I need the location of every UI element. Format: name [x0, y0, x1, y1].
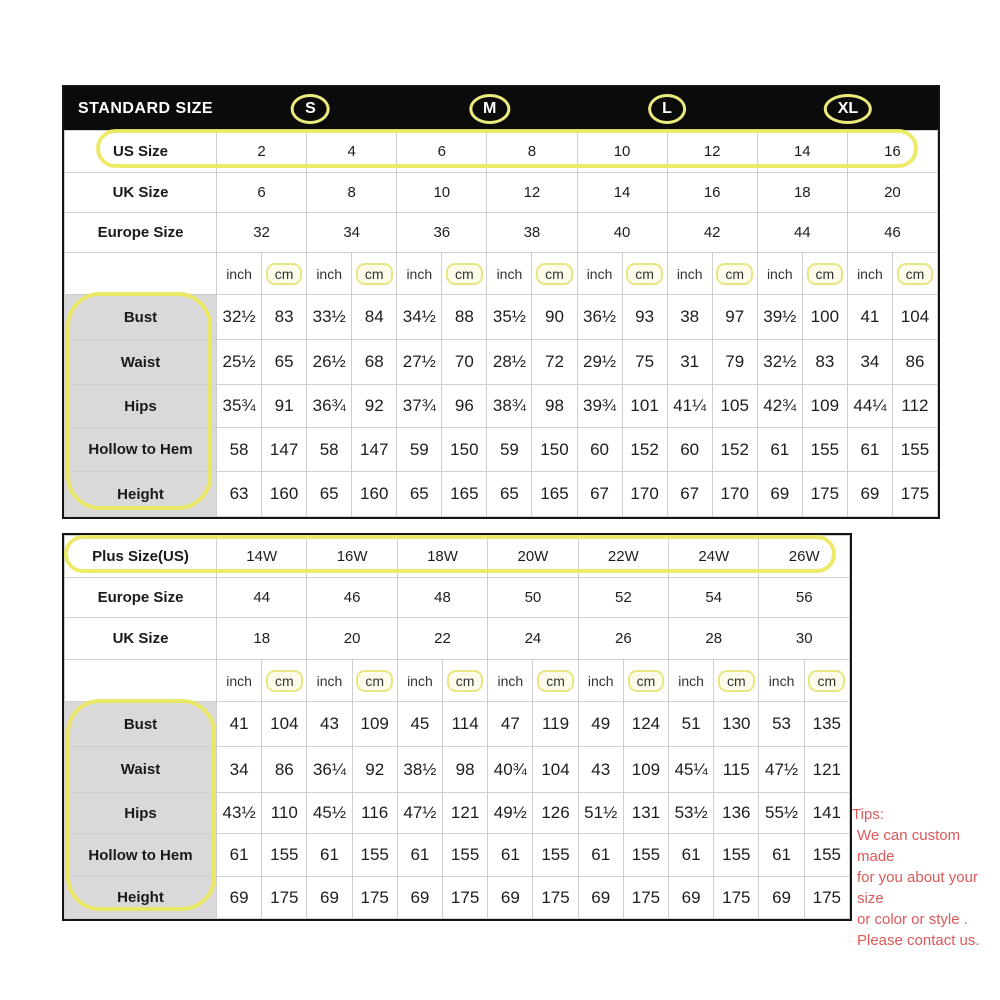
- measure-value-cell: 69: [847, 472, 892, 517]
- measure-value-cell: 115: [714, 747, 759, 793]
- measure-value-cell: 126: [533, 793, 578, 834]
- size-value-cell: 24W: [669, 536, 759, 578]
- row-label: Bust: [65, 702, 217, 747]
- measure-value-cell: 34½: [397, 295, 442, 340]
- size-value-cell: 50: [488, 578, 578, 618]
- size-value-cell: 22: [397, 618, 487, 660]
- measure-value-cell: 34: [847, 340, 892, 385]
- table-row: [65, 660, 850, 702]
- measure-value-cell: 69: [488, 877, 533, 919]
- measure-value-cell: 43: [578, 747, 623, 793]
- standard-size-grid: [64, 130, 938, 517]
- unit-cm-cell: [623, 660, 668, 702]
- table-row: [65, 428, 938, 472]
- measure-value-cell: 61: [759, 834, 804, 877]
- measure-value-cell: 109: [352, 702, 397, 747]
- size-value-cell: 38: [487, 213, 577, 253]
- row-label: Bust: [65, 295, 217, 340]
- measure-value-cell: 36¼: [307, 747, 352, 793]
- measure-value-cell: 130: [714, 702, 759, 747]
- measure-value-cell: 51: [669, 702, 714, 747]
- measure-value-cell: 175: [802, 472, 847, 517]
- measure-value-cell: 61: [217, 834, 262, 877]
- unit-cm-cell: [804, 660, 849, 702]
- measure-value-cell: 155: [533, 834, 578, 877]
- measure-value-cell: 53½: [669, 793, 714, 834]
- size-value-cell: 26W: [759, 536, 850, 578]
- measure-value-cell: 45¼: [669, 747, 714, 793]
- size-value-cell: 44: [757, 213, 847, 253]
- measure-value-cell: 69: [578, 877, 623, 919]
- row-label: UK Size: [65, 618, 217, 660]
- cm-highlight-box: cm: [447, 670, 484, 692]
- size-value-cell: 14: [577, 173, 667, 213]
- measure-value-cell: 34: [217, 747, 262, 793]
- row-label: Hollow to Hem: [65, 428, 217, 472]
- measure-value-cell: 160: [262, 472, 307, 517]
- measure-value-cell: 55½: [759, 793, 804, 834]
- measure-value-cell: 32½: [757, 340, 802, 385]
- size-badge-s: S: [291, 94, 330, 124]
- measure-value-cell: 155: [443, 834, 488, 877]
- measure-value-cell: 38½: [397, 747, 442, 793]
- measure-value-cell: 47: [488, 702, 533, 747]
- size-value-cell: 4: [307, 131, 397, 173]
- row-label: Height: [65, 472, 217, 517]
- plus-size-grid: [64, 535, 850, 919]
- measure-value-cell: 42¾: [757, 385, 802, 428]
- measure-value-cell: 170: [712, 472, 757, 517]
- cm-highlight-box: cm: [716, 263, 753, 285]
- unit-inch-cell: inch: [669, 660, 714, 702]
- measure-value-cell: 65: [487, 472, 532, 517]
- measure-value-cell: 124: [623, 702, 668, 747]
- measure-value-cell: 69: [669, 877, 714, 919]
- table-row: [65, 578, 850, 618]
- measure-value-cell: 101: [622, 385, 667, 428]
- unit-inch-cell: inch: [217, 253, 262, 295]
- cm-highlight-box: cm: [626, 263, 663, 285]
- cm-highlight-box: cm: [808, 670, 845, 692]
- unit-inch-cell: inch: [847, 253, 892, 295]
- plus-size-table: [62, 533, 852, 921]
- size-value-cell: 34: [307, 213, 397, 253]
- measure-value-cell: 33½: [307, 295, 352, 340]
- measure-value-cell: 26½: [307, 340, 352, 385]
- measure-value-cell: 160: [352, 472, 397, 517]
- measure-value-cell: 121: [804, 747, 849, 793]
- size-value-cell: 10: [397, 173, 487, 213]
- measure-value-cell: 60: [667, 428, 712, 472]
- measure-value-cell: 41: [847, 295, 892, 340]
- measure-value-cell: 43½: [217, 793, 262, 834]
- row-label-empty: [65, 660, 217, 702]
- measure-value-cell: 170: [622, 472, 667, 517]
- measure-value-cell: 104: [892, 295, 937, 340]
- measure-value-cell: 65: [397, 472, 442, 517]
- measure-value-cell: 61: [397, 834, 442, 877]
- row-label: US Size: [65, 131, 217, 173]
- measure-value-cell: 53: [759, 702, 804, 747]
- unit-cm-cell: [352, 253, 397, 295]
- measure-value-cell: 69: [397, 877, 442, 919]
- measure-value-cell: 41: [217, 702, 262, 747]
- measure-value-cell: 41¼: [667, 385, 712, 428]
- measure-value-cell: 175: [443, 877, 488, 919]
- size-value-cell: 44: [217, 578, 307, 618]
- row-label: Hips: [65, 385, 217, 428]
- size-value-cell: 6: [397, 131, 487, 173]
- measure-value-cell: 175: [714, 877, 759, 919]
- row-label: UK Size: [65, 173, 217, 213]
- measure-value-cell: 61: [757, 428, 802, 472]
- measure-value-cell: 58: [307, 428, 352, 472]
- size-badge-l: L: [648, 94, 686, 124]
- measure-value-cell: 75: [622, 340, 667, 385]
- size-value-cell: 16: [847, 131, 937, 173]
- measure-value-cell: 65: [262, 340, 307, 385]
- size-value-cell: 52: [578, 578, 668, 618]
- tips-note: [852, 804, 998, 951]
- row-label: Hollow to Hem: [65, 834, 217, 877]
- measure-value-cell: 61: [669, 834, 714, 877]
- size-value-cell: 24: [488, 618, 578, 660]
- size-value-cell: 2: [217, 131, 307, 173]
- measure-value-cell: 155: [804, 834, 849, 877]
- cm-highlight-box: cm: [266, 670, 303, 692]
- measure-value-cell: 93: [622, 295, 667, 340]
- size-value-cell: 26: [578, 618, 668, 660]
- size-value-cell: 12: [667, 131, 757, 173]
- measure-value-cell: 175: [804, 877, 849, 919]
- size-value-cell: 30: [759, 618, 850, 660]
- tips-line: We can custom made: [857, 827, 961, 865]
- measure-value-cell: 61: [488, 834, 533, 877]
- measure-value-cell: 165: [442, 472, 487, 517]
- measure-value-cell: 36¾: [307, 385, 352, 428]
- measure-value-cell: 35¾: [217, 385, 262, 428]
- measure-value-cell: 165: [532, 472, 577, 517]
- table-row: [65, 834, 850, 877]
- measure-value-cell: 83: [262, 295, 307, 340]
- measure-value-cell: 92: [352, 747, 397, 793]
- unit-inch-cell: inch: [217, 660, 262, 702]
- measure-value-cell: 121: [443, 793, 488, 834]
- unit-inch-cell: inch: [307, 253, 352, 295]
- size-value-cell: 22W: [578, 536, 668, 578]
- cm-highlight-box: cm: [537, 670, 574, 692]
- size-value-cell: 16W: [307, 536, 397, 578]
- table-row: [65, 295, 938, 340]
- size-badge-m: M: [469, 94, 510, 124]
- measure-value-cell: 131: [623, 793, 668, 834]
- row-label: Europe Size: [65, 578, 217, 618]
- measure-value-cell: 175: [892, 472, 937, 517]
- size-value-cell: 10: [577, 131, 667, 173]
- measure-value-cell: 40¾: [488, 747, 533, 793]
- size-value-cell: 14W: [217, 536, 307, 578]
- measure-value-cell: 32½: [217, 295, 262, 340]
- measure-value-cell: 63: [217, 472, 262, 517]
- measure-value-cell: 104: [533, 747, 578, 793]
- unit-cm-cell: [892, 253, 937, 295]
- table-row: [65, 536, 850, 578]
- measure-value-cell: 47½: [397, 793, 442, 834]
- size-value-cell: 16: [667, 173, 757, 213]
- tips-line: Please contact us.: [857, 932, 980, 949]
- row-label: Europe Size: [65, 213, 217, 253]
- measure-value-cell: 67: [667, 472, 712, 517]
- cm-highlight-box: cm: [897, 263, 934, 285]
- measure-value-cell: 109: [802, 385, 847, 428]
- table-row: [65, 213, 938, 253]
- measure-value-cell: 28½: [487, 340, 532, 385]
- measure-value-cell: 38: [667, 295, 712, 340]
- unit-cm-cell: [802, 253, 847, 295]
- row-label: Waist: [65, 747, 217, 793]
- measure-value-cell: 152: [712, 428, 757, 472]
- table-row: [65, 385, 938, 428]
- table-row: [65, 618, 850, 660]
- measure-value-cell: 37¾: [397, 385, 442, 428]
- measure-value-cell: 155: [892, 428, 937, 472]
- unit-inch-cell: inch: [397, 660, 442, 702]
- row-label: Waist: [65, 340, 217, 385]
- unit-cm-cell: [622, 253, 667, 295]
- cm-highlight-box: cm: [807, 263, 844, 285]
- measure-value-cell: 155: [714, 834, 759, 877]
- cm-highlight-box: cm: [446, 263, 483, 285]
- size-value-cell: 6: [217, 173, 307, 213]
- measure-value-cell: 69: [307, 877, 352, 919]
- measure-value-cell: 47½: [759, 747, 804, 793]
- measure-value-cell: 61: [578, 834, 623, 877]
- cm-highlight-box: cm: [536, 263, 573, 285]
- row-label: Plus Size(US): [65, 536, 217, 578]
- size-value-cell: 32: [217, 213, 307, 253]
- standard-size-title: STANDARD SIZE: [78, 99, 214, 117]
- table-row: [65, 340, 938, 385]
- table-row: [65, 747, 850, 793]
- unit-cm-cell: [262, 660, 307, 702]
- measure-value-cell: 86: [262, 747, 307, 793]
- measure-value-cell: 110: [262, 793, 307, 834]
- measure-value-cell: 114: [443, 702, 488, 747]
- size-value-cell: 48: [397, 578, 487, 618]
- measure-value-cell: 155: [262, 834, 307, 877]
- cm-highlight-box: cm: [356, 263, 393, 285]
- measure-value-cell: 98: [443, 747, 488, 793]
- unit-cm-cell: [714, 660, 759, 702]
- measure-value-cell: 88: [442, 295, 487, 340]
- measure-value-cell: 96: [442, 385, 487, 428]
- size-value-cell: 18: [757, 173, 847, 213]
- measure-value-cell: 65: [307, 472, 352, 517]
- cm-highlight-box: cm: [266, 263, 303, 285]
- size-value-cell: 14: [757, 131, 847, 173]
- tips-title: Tips:: [852, 806, 884, 823]
- measure-value-cell: 152: [622, 428, 667, 472]
- unit-inch-cell: inch: [757, 253, 802, 295]
- measure-value-cell: 25½: [217, 340, 262, 385]
- measure-value-cell: 119: [533, 702, 578, 747]
- measure-value-cell: 175: [352, 877, 397, 919]
- unit-inch-cell: inch: [759, 660, 804, 702]
- measure-value-cell: 49½: [488, 793, 533, 834]
- standard-size-table: [62, 85, 940, 519]
- measure-value-cell: 67: [577, 472, 622, 517]
- measure-value-cell: 72: [532, 340, 577, 385]
- measure-value-cell: 112: [892, 385, 937, 428]
- measure-value-cell: 45½: [307, 793, 352, 834]
- measure-value-cell: 70: [442, 340, 487, 385]
- measure-value-cell: 39¾: [577, 385, 622, 428]
- measure-value-cell: 116: [352, 793, 397, 834]
- measure-value-cell: 69: [757, 472, 802, 517]
- measure-value-cell: 147: [352, 428, 397, 472]
- measure-value-cell: 61: [307, 834, 352, 877]
- table-row: [65, 877, 850, 919]
- unit-inch-cell: inch: [488, 660, 533, 702]
- table-row: [65, 472, 938, 517]
- measure-value-cell: 31: [667, 340, 712, 385]
- measure-value-cell: 92: [352, 385, 397, 428]
- unit-inch-cell: inch: [307, 660, 352, 702]
- measure-value-cell: 69: [217, 877, 262, 919]
- measure-value-cell: 36½: [577, 295, 622, 340]
- unit-inch-cell: inch: [397, 253, 442, 295]
- measure-value-cell: 175: [262, 877, 307, 919]
- measure-value-cell: 27½: [397, 340, 442, 385]
- measure-value-cell: 60: [577, 428, 622, 472]
- measure-value-cell: 59: [397, 428, 442, 472]
- unit-cm-cell: [532, 253, 577, 295]
- unit-cm-cell: [712, 253, 757, 295]
- unit-inch-cell: inch: [487, 253, 532, 295]
- measure-value-cell: 175: [623, 877, 668, 919]
- measure-value-cell: 175: [533, 877, 578, 919]
- size-value-cell: 20W: [488, 536, 578, 578]
- measure-value-cell: 79: [712, 340, 757, 385]
- measure-value-cell: 104: [262, 702, 307, 747]
- measure-value-cell: 45: [397, 702, 442, 747]
- measure-value-cell: 91: [262, 385, 307, 428]
- cm-highlight-box: cm: [356, 670, 393, 692]
- measure-value-cell: 86: [892, 340, 937, 385]
- table-row: [65, 793, 850, 834]
- size-value-cell: 20: [847, 173, 937, 213]
- row-label: Hips: [65, 793, 217, 834]
- measure-value-cell: 69: [759, 877, 804, 919]
- measure-value-cell: 100: [802, 295, 847, 340]
- unit-cm-cell: [262, 253, 307, 295]
- table-row: [65, 131, 938, 173]
- measure-value-cell: 97: [712, 295, 757, 340]
- measure-value-cell: 109: [623, 747, 668, 793]
- measure-value-cell: 83: [802, 340, 847, 385]
- size-value-cell: 20: [307, 618, 397, 660]
- measure-value-cell: 147: [262, 428, 307, 472]
- measure-value-cell: 58: [217, 428, 262, 472]
- measure-value-cell: 38¾: [487, 385, 532, 428]
- measure-value-cell: 155: [802, 428, 847, 472]
- measure-value-cell: 150: [532, 428, 577, 472]
- tips-line: or color or style .: [857, 911, 968, 928]
- measure-value-cell: 105: [712, 385, 757, 428]
- measure-value-cell: 150: [442, 428, 487, 472]
- unit-cm-cell: [533, 660, 578, 702]
- measure-value-cell: 135: [804, 702, 849, 747]
- measure-value-cell: 84: [352, 295, 397, 340]
- size-value-cell: 8: [307, 173, 397, 213]
- measure-value-cell: 49: [578, 702, 623, 747]
- measure-value-cell: 59: [487, 428, 532, 472]
- measure-value-cell: 29½: [577, 340, 622, 385]
- cm-highlight-box: cm: [718, 670, 755, 692]
- measure-value-cell: 43: [307, 702, 352, 747]
- unit-cm-cell: [443, 660, 488, 702]
- table-row: [65, 702, 850, 747]
- measure-value-cell: 35½: [487, 295, 532, 340]
- size-value-cell: 46: [307, 578, 397, 618]
- row-label: Height: [65, 877, 217, 919]
- measure-value-cell: 141: [804, 793, 849, 834]
- measure-value-cell: 155: [352, 834, 397, 877]
- measure-value-cell: 98: [532, 385, 577, 428]
- size-value-cell: 28: [669, 618, 759, 660]
- cm-highlight-box: cm: [628, 670, 665, 692]
- size-value-cell: 18W: [397, 536, 487, 578]
- size-value-cell: 42: [667, 213, 757, 253]
- measure-value-cell: 51½: [578, 793, 623, 834]
- size-value-cell: 46: [847, 213, 937, 253]
- unit-cm-cell: [442, 253, 487, 295]
- unit-inch-cell: inch: [577, 253, 622, 295]
- measure-value-cell: 90: [532, 295, 577, 340]
- size-value-cell: 8: [487, 131, 577, 173]
- size-badge-xl: XL: [824, 94, 872, 124]
- size-value-cell: 12: [487, 173, 577, 213]
- unit-inch-cell: inch: [667, 253, 712, 295]
- size-value-cell: 18: [217, 618, 307, 660]
- size-value-cell: 56: [759, 578, 850, 618]
- measure-value-cell: 68: [352, 340, 397, 385]
- measure-value-cell: 44¼: [847, 385, 892, 428]
- measure-value-cell: 61: [847, 428, 892, 472]
- measure-value-cell: 155: [623, 834, 668, 877]
- tips-line: for you about your size: [857, 869, 978, 907]
- measure-value-cell: 136: [714, 793, 759, 834]
- measure-value-cell: 39½: [757, 295, 802, 340]
- row-label-empty: [65, 253, 217, 295]
- table-row: [65, 173, 938, 213]
- table-row: [65, 253, 938, 295]
- standard-size-header: [64, 87, 938, 130]
- size-value-cell: 54: [669, 578, 759, 618]
- size-value-cell: 40: [577, 213, 667, 253]
- unit-inch-cell: inch: [578, 660, 623, 702]
- unit-cm-cell: [352, 660, 397, 702]
- size-value-cell: 36: [397, 213, 487, 253]
